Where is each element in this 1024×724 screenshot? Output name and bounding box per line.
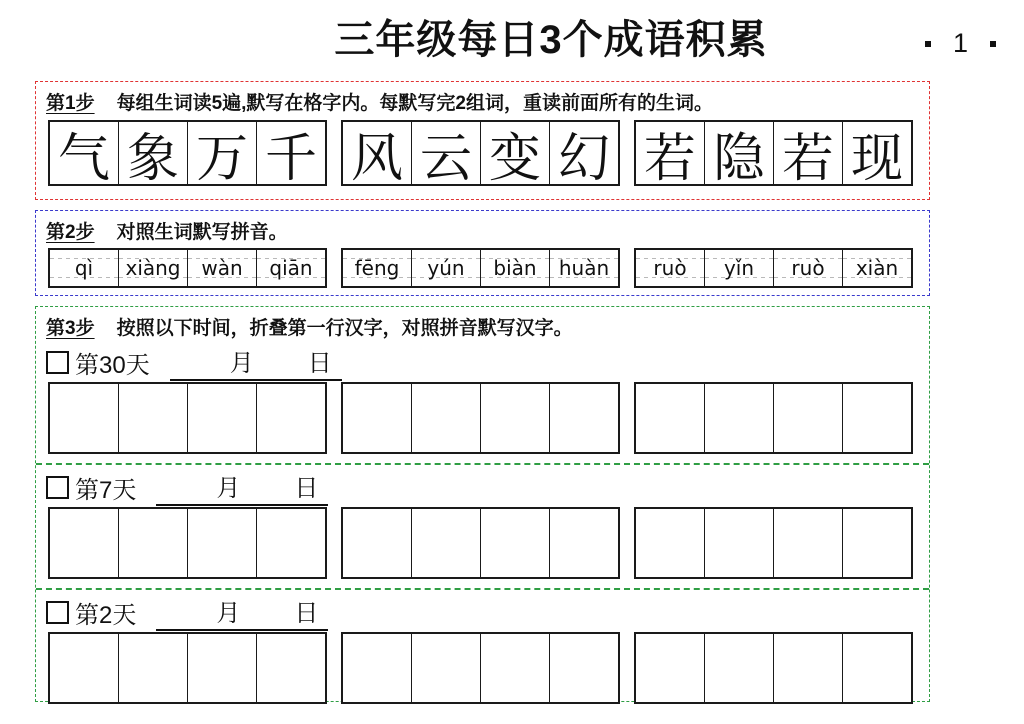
- answer-cell: [773, 384, 842, 452]
- section-step1: [35, 81, 930, 200]
- pinyin-cell: huàn: [549, 250, 618, 286]
- answer-cell: [636, 384, 704, 452]
- word-cell: 千: [256, 122, 325, 184]
- pinyin-cell: ruò: [636, 250, 704, 286]
- day-block-30: [36, 347, 929, 454]
- answer-grid-day7: [36, 507, 929, 579]
- pinyin-cell: qiān: [256, 250, 325, 286]
- word-group: [634, 120, 913, 189]
- day7-checkbox: [46, 476, 69, 499]
- day30-checkbox: [46, 351, 69, 374]
- answer-cell: [704, 509, 773, 577]
- day2-label: 第2天: [75, 601, 137, 629]
- answer-cell: [842, 509, 911, 577]
- answer-cell: [636, 509, 704, 577]
- pinyin-cell: wàn: [187, 250, 256, 286]
- answer-cell: [480, 634, 549, 702]
- answer-cell: [411, 509, 480, 577]
- answer-group: [48, 382, 327, 454]
- step2-label: 第2步: [46, 222, 95, 243]
- answer-cell: [343, 634, 411, 702]
- day30-label: 第30天: [75, 351, 150, 379]
- answer-cell: [50, 509, 118, 577]
- answer-cell: [343, 509, 411, 577]
- pinyin-cell: ruò: [773, 250, 842, 286]
- day-block-2: [36, 597, 929, 704]
- pinyin-group: [48, 248, 327, 288]
- step2-instruction: [36, 211, 929, 244]
- day2-label-row: [36, 597, 929, 627]
- day7-date-blank: 月 日: [156, 468, 328, 506]
- answer-group: [341, 382, 620, 454]
- answer-cell: [118, 384, 187, 452]
- word-group: [341, 120, 620, 189]
- step1-instruction: [36, 82, 929, 115]
- answer-cell: [187, 509, 256, 577]
- answer-cell: [842, 634, 911, 702]
- day30-label-row: [36, 347, 929, 377]
- word-grid: [36, 120, 929, 189]
- day2-date-blank: 月 日: [156, 593, 328, 631]
- answer-cell: [118, 634, 187, 702]
- word-cell: 象: [118, 122, 187, 184]
- pinyin-cell: yún: [411, 250, 480, 286]
- word-cell: 气: [57, 128, 110, 189]
- answer-cell: [187, 634, 256, 702]
- word-group: [48, 120, 327, 189]
- day2-checkbox: [46, 601, 69, 624]
- day7-label: 第7天: [75, 476, 137, 504]
- answer-cell: [50, 384, 118, 452]
- answer-cell: [549, 634, 618, 702]
- answer-cell: [256, 509, 325, 577]
- answer-cell: [256, 634, 325, 702]
- answer-grid-day2: [36, 632, 929, 704]
- pinyin-cell: xiàng: [118, 250, 187, 286]
- answer-cell: [549, 509, 618, 577]
- pinyin-cell: biàn: [480, 250, 549, 286]
- step2-instruction-text: 对照生词默写拼音。: [116, 222, 288, 243]
- answer-cell: [411, 634, 480, 702]
- day-block-7: [36, 472, 929, 579]
- page-number-left-dot-icon: [925, 41, 931, 47]
- answer-cell: [411, 384, 480, 452]
- answer-group: [341, 507, 620, 579]
- page-number-right-dot-icon: [990, 41, 996, 47]
- word-cell: 幻: [549, 122, 618, 184]
- word-cell: 若: [773, 122, 842, 184]
- step3-label: 第3步: [46, 318, 95, 339]
- answer-cell: [50, 634, 118, 702]
- pinyin-cell: fēng: [343, 250, 411, 286]
- answer-cell: [187, 384, 256, 452]
- answer-cell: [118, 509, 187, 577]
- page-number-value: 1: [952, 28, 968, 58]
- word-cell: 云: [411, 122, 480, 184]
- word-cell: 万: [187, 122, 256, 184]
- answer-cell: [256, 384, 325, 452]
- page-title: 三年级每日3个成语积累: [334, 18, 768, 62]
- page-number: [925, 30, 996, 57]
- answer-cell: [636, 634, 704, 702]
- step3-instruction: [36, 307, 929, 340]
- step1-instruction-text: 每组生词读5遍,默写在格字内。每默写完2组词，重读前面所有的生词。: [116, 93, 713, 114]
- section-step2: [35, 210, 930, 296]
- answer-cell: [842, 384, 911, 452]
- section-step3: [35, 306, 930, 702]
- word-cell: 风: [350, 128, 403, 189]
- answer-group: [341, 632, 620, 704]
- word-cell: 若: [643, 128, 696, 189]
- word-cell: 现: [842, 122, 911, 184]
- pinyin-group: [341, 248, 620, 288]
- answer-group: [48, 507, 327, 579]
- answer-cell: [773, 634, 842, 702]
- answer-cell: [549, 384, 618, 452]
- day-separator: [36, 588, 929, 590]
- pinyin-cell: qì: [50, 250, 118, 286]
- answer-group: [634, 382, 913, 454]
- day-separator: [36, 463, 929, 465]
- step3-instruction-text: 按照以下时间，折叠第一行汉字，对照拼音默写汉字。: [116, 318, 573, 339]
- answer-cell: [343, 384, 411, 452]
- pinyin-grid: [36, 248, 929, 288]
- day30-date-blank: 月 日: [170, 343, 342, 381]
- pinyin-cell: yǐn: [704, 250, 773, 286]
- word-cell: 隐: [704, 122, 773, 184]
- answer-cell: [480, 384, 549, 452]
- answer-group: [634, 507, 913, 579]
- day7-label-row: [36, 472, 929, 502]
- answer-group: [48, 632, 327, 704]
- answer-cell: [480, 509, 549, 577]
- pinyin-group: [634, 248, 913, 288]
- pinyin-cell: xiàn: [842, 250, 911, 286]
- step1-label: 第1步: [46, 93, 95, 114]
- word-cell: 变: [480, 122, 549, 184]
- answer-grid-day30: [36, 382, 929, 454]
- answer-cell: [704, 384, 773, 452]
- answer-cell: [773, 509, 842, 577]
- answer-group: [634, 632, 913, 704]
- answer-cell: [704, 634, 773, 702]
